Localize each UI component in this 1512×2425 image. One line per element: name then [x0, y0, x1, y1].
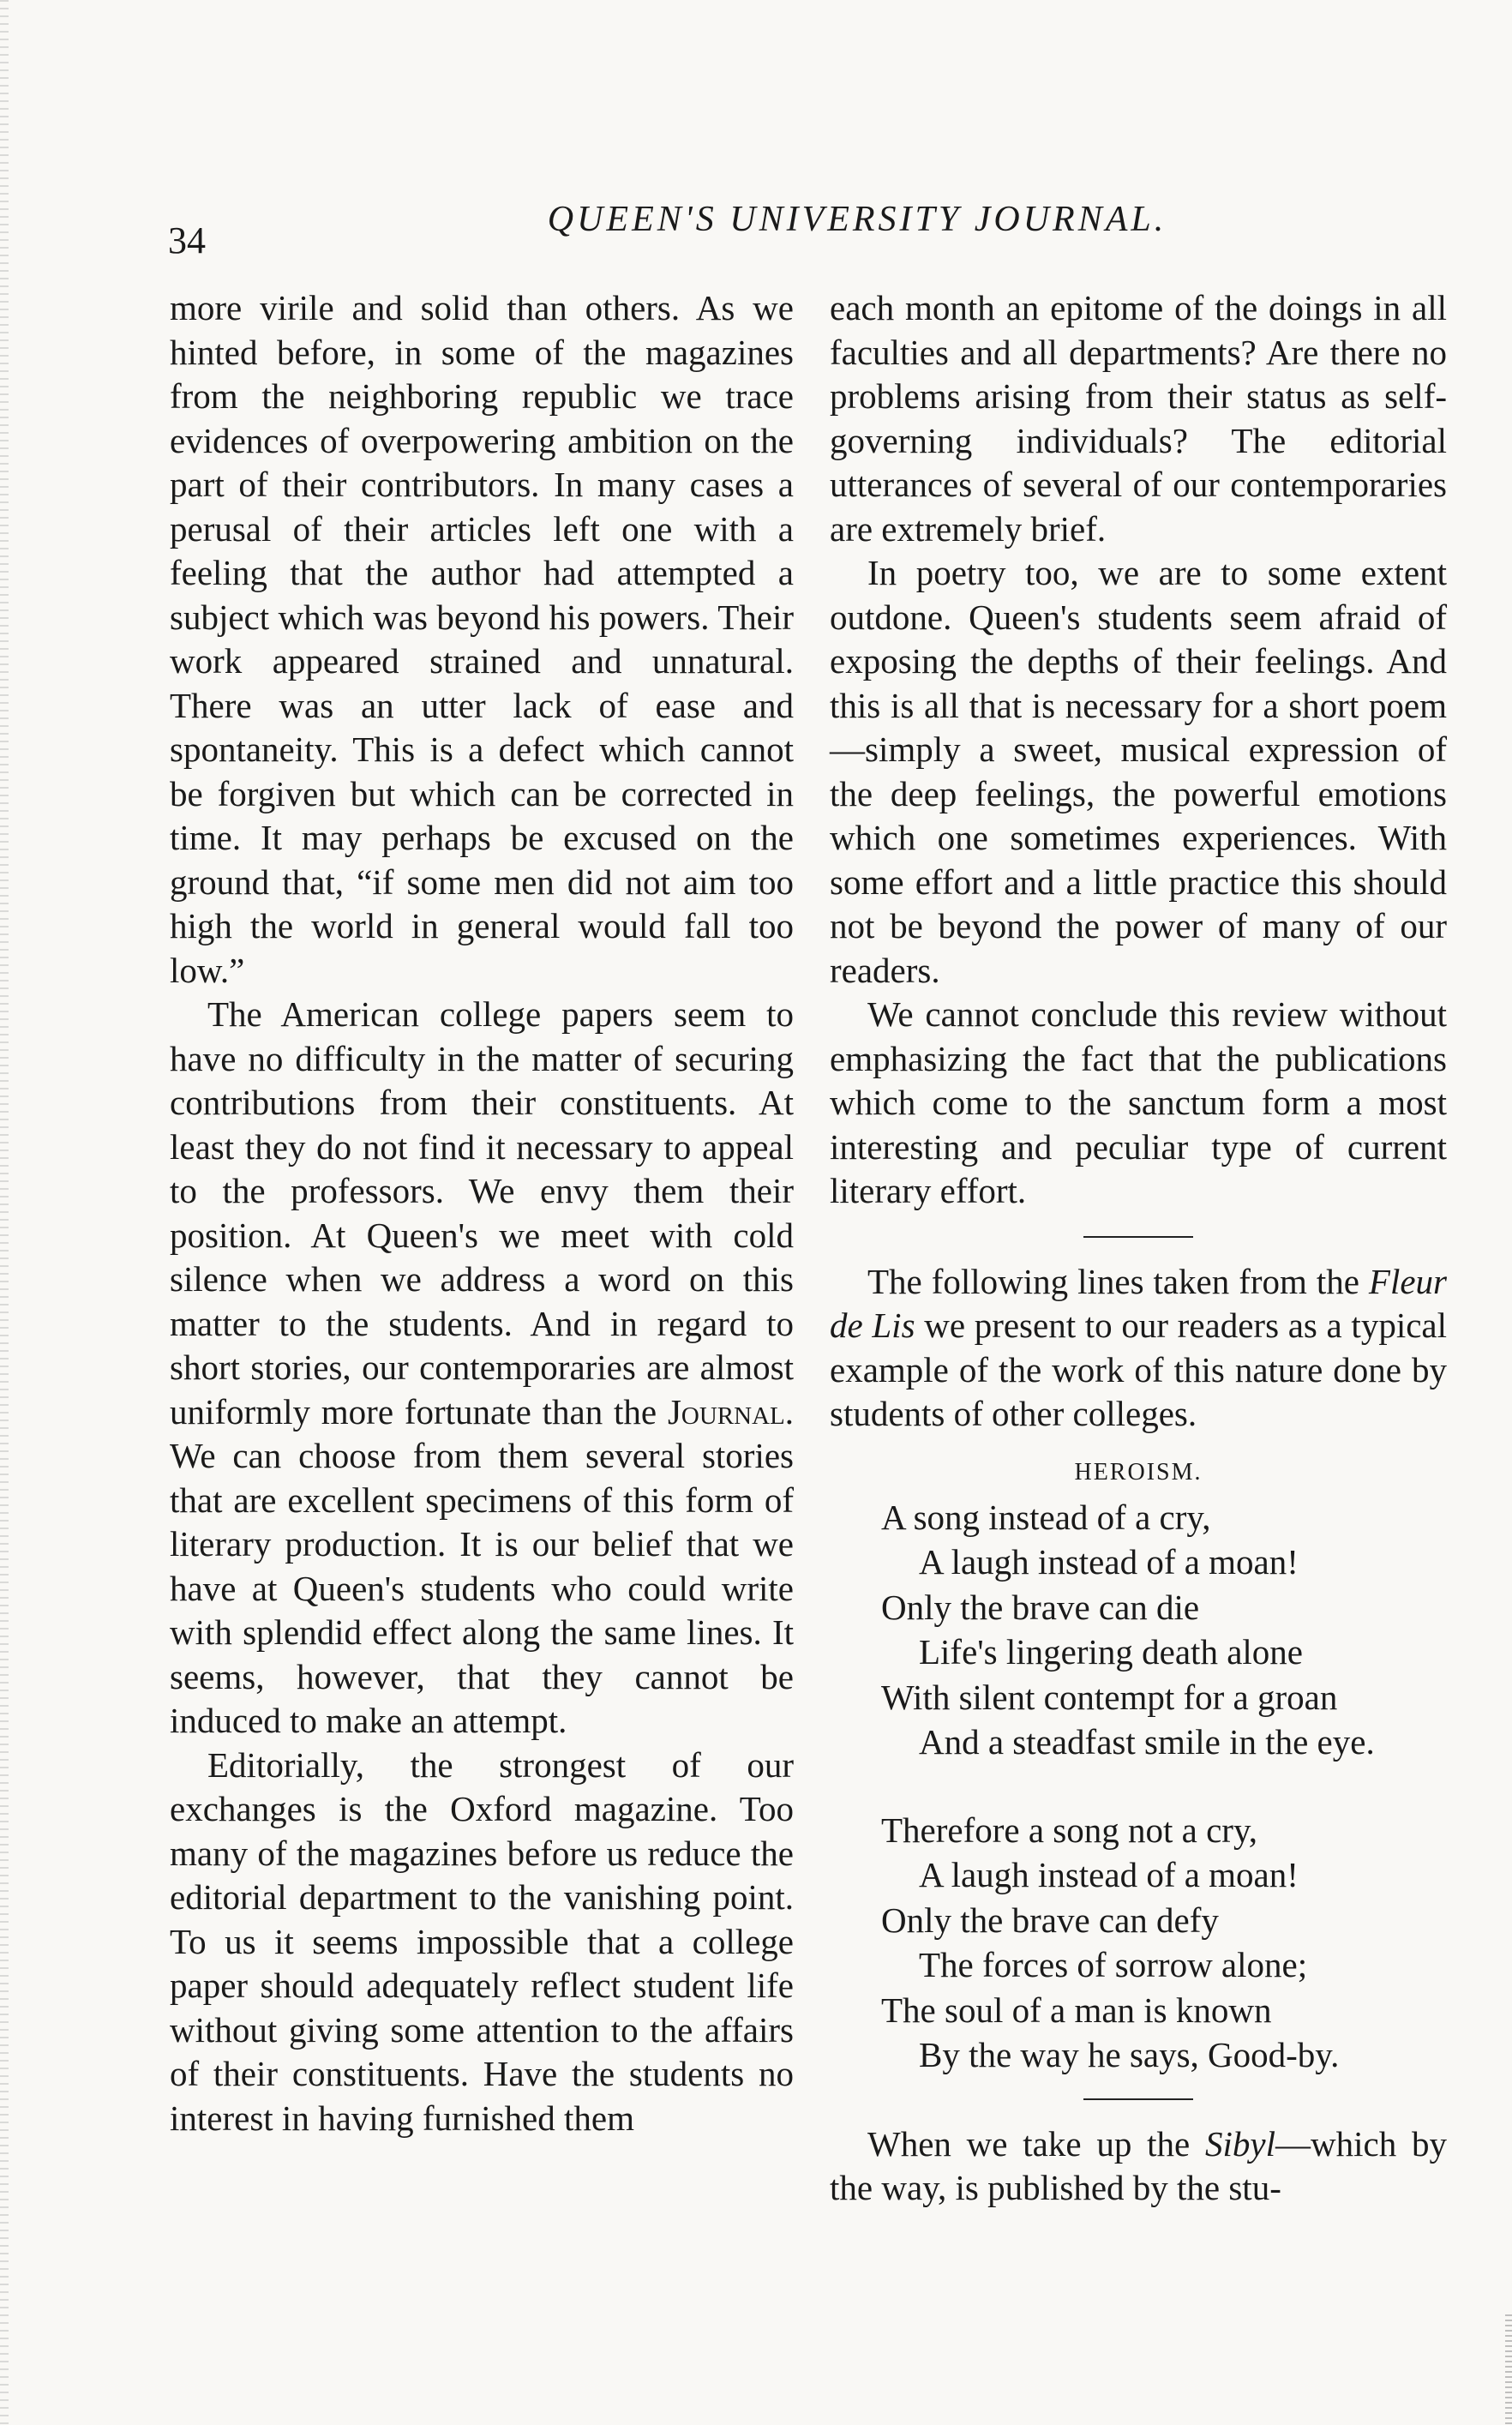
section-divider: [1083, 1236, 1193, 1238]
poem-line: Only the brave can defy: [881, 1900, 1219, 1940]
scan-edge-left: [0, 0, 9, 2425]
poem-line: A song instead of a cry,: [881, 1497, 1211, 1537]
paragraph-sibyl: [830, 2122, 1447, 2211]
paragraph-following-lines: [830, 1260, 1447, 1437]
poem-line: And a steadfast smile in the eye.: [919, 1722, 1375, 1762]
paragraph-poetry: In poetry too, we are to some extent outdone. Queen's students seem afraid of exposing the depths of their feelings. And this is all that is necessary for a short poem—simply a sweet, musical expression of the deep feelings, the powerful emotions which one sometimes experiences. With some effort and a little practice this should not be beyond the power of many of our readers.: [830, 553, 1447, 990]
poem-line: Life's lingering death alone: [919, 1632, 1303, 1672]
section-divider: [1083, 2098, 1193, 2100]
paragraph-american-papers: [170, 993, 794, 1744]
poem-stanza-2: [881, 1808, 1447, 2078]
running-head: QUEEN'S UNIVERSITY JOURNAL.: [547, 200, 1167, 239]
scan-edge-right: [1505, 2314, 1512, 2425]
paragraph-virile: more virile and solid than others. As we hinted before, in some of the magazines from the neighboring republic we trace evidences of overpowering ambition on the part of their contributors. In many cases a perusal of their articles left one with a feeling that the author had attempted a subject which was beyond his powers. Their work appeared strained and unnatural. There was an utter lack of ease and spontaneity. This is a defect which cannot be forgiven but which can be corrected in time. It may perhaps be excused on the ground that, “if some men did not aim too high the world in general would fall too low.”: [170, 288, 794, 990]
poem-line: The soul of a man is known: [881, 1990, 1272, 2030]
publication-title: Sibyl: [1205, 2123, 1276, 2164]
paragraph-text: . We can choose from them several stories that are excellent specimens of this form of literary production. It is our belief that we have at Queen's students who could write with splendid effect along the same lines. It seems, however, that they cannot be induced to make an attempt.: [170, 1391, 794, 1740]
poem-line: Only the brave can die: [881, 1587, 1200, 1627]
stanza-break: [830, 1765, 1447, 1808]
poem-title: HEROISM.: [1074, 1458, 1203, 1486]
poem-line: The forces of sorrow alone;: [919, 1945, 1308, 1984]
poem-stanza-1: [881, 1495, 1447, 1765]
paragraph-editorially: Editorially, the strongest of our exchanges is the Oxford magazine. Too many of the magazines before us reduce the editorial department to the vanishing point. To us it seems impossible that a college paper should adequately reflect student life without giving some attention to the affairs of their constituents. Have the students no interest in having furnished them: [170, 1744, 794, 2138]
paragraph-text: The American college papers seem to have no difficulty in the matter of securing contributions from their constituents. At least they do not find it necessary to appeal to the professors. We envy them their position. At Queen's we meet with cold silence when we address a word on this matter to the students. And in regard to short stories, our contemporaries are almost uniformly more fortunate than the: [170, 994, 794, 1432]
poem-line: A laugh instead of a moan!: [919, 1542, 1299, 1582]
paragraph-conclude: We cannot conclude this review without emphasizing the fact that the publications which come to the sanctum form a most interesting and peculiar type of current literary effort.: [830, 994, 1447, 1210]
poem-line: With silent contempt for a groan: [881, 1677, 1338, 1717]
poem-line: A laugh instead of a moan!: [919, 1855, 1299, 1894]
left-column: [170, 286, 794, 2140]
poem-line: By the way he says, Good-by.: [919, 2035, 1340, 2074]
poem-line: Therefore a song not a cry,: [881, 1810, 1258, 1850]
right-column: [830, 286, 1447, 2211]
paragraph-text: we present to our readers as a typical example of the work of this nature done by students of other colleges.: [830, 1306, 1447, 1433]
journal-name: Journal: [667, 1391, 785, 1432]
paragraph-text: When we take up the: [867, 2123, 1191, 2164]
paragraph-text: The following lines taken from the: [867, 1261, 1359, 1301]
paragraph-epitome: each month an epitome of the doings in all faculties and all departments? Are there no problems arising from their status as self-governing individuals? The editorial utterances of several of our contemporaries are extremely brief.: [830, 288, 1447, 549]
publication-title: Fleur de Lis: [830, 1261, 1447, 1345]
page-number: 34: [168, 219, 206, 261]
paragraph-text: —which by the way, is published by the stu-: [830, 2123, 1448, 2207]
